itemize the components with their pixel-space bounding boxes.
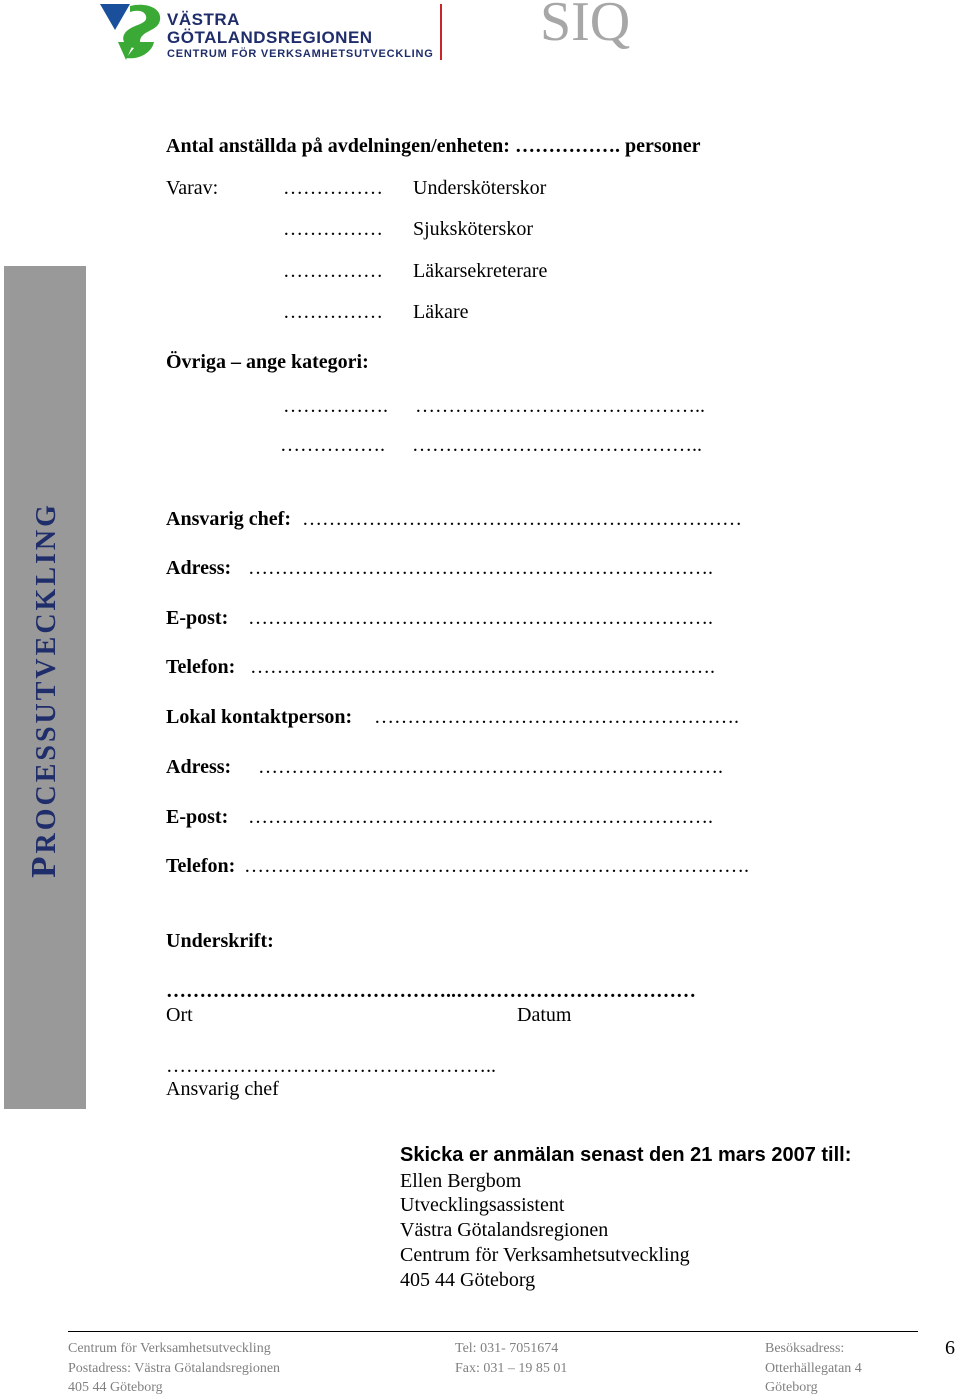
place-label: Ort xyxy=(166,1004,193,1026)
varav-dots-2[interactable]: …………… xyxy=(283,218,383,240)
signature-field[interactable]: ……………………………………..……………………………… xyxy=(166,980,696,1002)
manager-phone-field[interactable]: ……………………………………………………………. xyxy=(250,656,715,678)
local-address-field[interactable]: ……………………………………………………………. xyxy=(258,756,723,778)
page-number: 6 xyxy=(945,1337,955,1359)
chef-signature-field[interactable]: ………………………………………….. xyxy=(166,1055,496,1077)
send-to-line-1: Ellen Bergbom xyxy=(400,1170,522,1192)
logo-divider xyxy=(440,4,442,60)
staff-count-line: Antal anställda på avdelningen/enheten: ……………. personer xyxy=(166,135,701,157)
footer-postal: Postadress: Västra Götalandsregionen xyxy=(68,1361,281,1376)
other-count-field-1[interactable]: ……………. xyxy=(283,395,388,417)
send-to-line-5: 405 44 Göteborg xyxy=(400,1269,536,1291)
varav-label-3: Läkarsekreterare xyxy=(413,260,548,282)
local-phone-field[interactable]: …………………………………………………………………. xyxy=(244,855,749,877)
logo-text-line2: GÖTALANDSREGIONEN xyxy=(167,28,373,47)
vgr-logo xyxy=(100,2,445,62)
send-to-line-3: Västra Götalandsregionen xyxy=(400,1219,609,1241)
footer-city: 405 44 Göteborg xyxy=(68,1380,163,1395)
logo-text-line1: VÄSTRA xyxy=(167,10,240,29)
varav-label: Varav: xyxy=(166,177,219,199)
manager-label: Ansvarig chef: xyxy=(166,508,291,530)
chef-signature-label: Ansvarig chef xyxy=(166,1078,279,1100)
local-contact-label: Lokal kontaktperson: xyxy=(166,706,353,728)
other-category-field-2[interactable]: …………………………………….. xyxy=(412,434,702,456)
footer-org: Centrum för Verksamhetsutveckling xyxy=(68,1341,271,1356)
manager-address-field[interactable]: ……………………………………………………………. xyxy=(248,557,713,579)
local-contact-field[interactable]: ………………………………………………. xyxy=(374,706,739,728)
date-label: Datum xyxy=(517,1004,572,1026)
varav-label-4: Läkare xyxy=(413,301,469,323)
send-to-line-4: Centrum för Verksamhetsutveckling xyxy=(400,1244,690,1266)
footer-divider xyxy=(68,1331,918,1332)
manager-email-label: E-post: xyxy=(166,607,229,629)
footer-phone: Tel: 031- 7051674 xyxy=(455,1341,559,1356)
send-to-heading: Skicka er anmälan senast den 21 mars 2007 till: xyxy=(400,1144,852,1166)
local-email-label: E-post: xyxy=(166,806,229,828)
footer-fax: Fax: 031 – 19 85 01 xyxy=(455,1361,568,1376)
side-band-title xyxy=(24,502,64,878)
send-to-line-2: Utvecklingsassistent xyxy=(400,1194,565,1216)
other-count-field-2[interactable]: ……………. xyxy=(280,434,385,456)
varav-dots-4[interactable]: …………… xyxy=(283,301,383,323)
local-phone-label: Telefon: xyxy=(166,855,236,877)
local-email-field[interactable]: ……………………………………………………………. xyxy=(248,806,713,828)
signature-label: Underskrift: xyxy=(166,930,274,952)
other-category-label: Övriga – ange kategori: xyxy=(166,351,369,373)
side-title-rest: ROCESSUTVECKLING xyxy=(31,502,62,854)
varav-label-2: Sjuksköterskor xyxy=(413,218,533,240)
manager-address-label: Adress: xyxy=(166,557,232,579)
footer-visit-label: Besöksadress: xyxy=(765,1341,845,1356)
varav-dots-3[interactable]: …………… xyxy=(283,260,383,282)
other-category-field-1[interactable]: …………………………………….. xyxy=(415,395,705,417)
vgr-emblem-icon xyxy=(100,2,164,62)
manager-phone-label: Telefon: xyxy=(166,656,236,678)
manager-email-field[interactable]: ……………………………………………………………. xyxy=(248,607,713,629)
local-address-label: Adress: xyxy=(166,756,232,778)
siq-logo: SIQ xyxy=(540,0,631,53)
varav-dots-1[interactable]: …………… xyxy=(283,177,383,199)
side-title-initial: P xyxy=(24,853,63,878)
footer-visit-street: Otterhällegatan 4 xyxy=(765,1361,862,1376)
varav-label-1: Undersköterskor xyxy=(413,177,547,199)
manager-field[interactable]: ………………………………………………………… xyxy=(302,508,742,530)
logo-text-line3: CENTRUM FÖR VERKSAMHETSUTVECKLING xyxy=(167,48,434,60)
footer-visit-city: Göteborg xyxy=(765,1380,818,1395)
